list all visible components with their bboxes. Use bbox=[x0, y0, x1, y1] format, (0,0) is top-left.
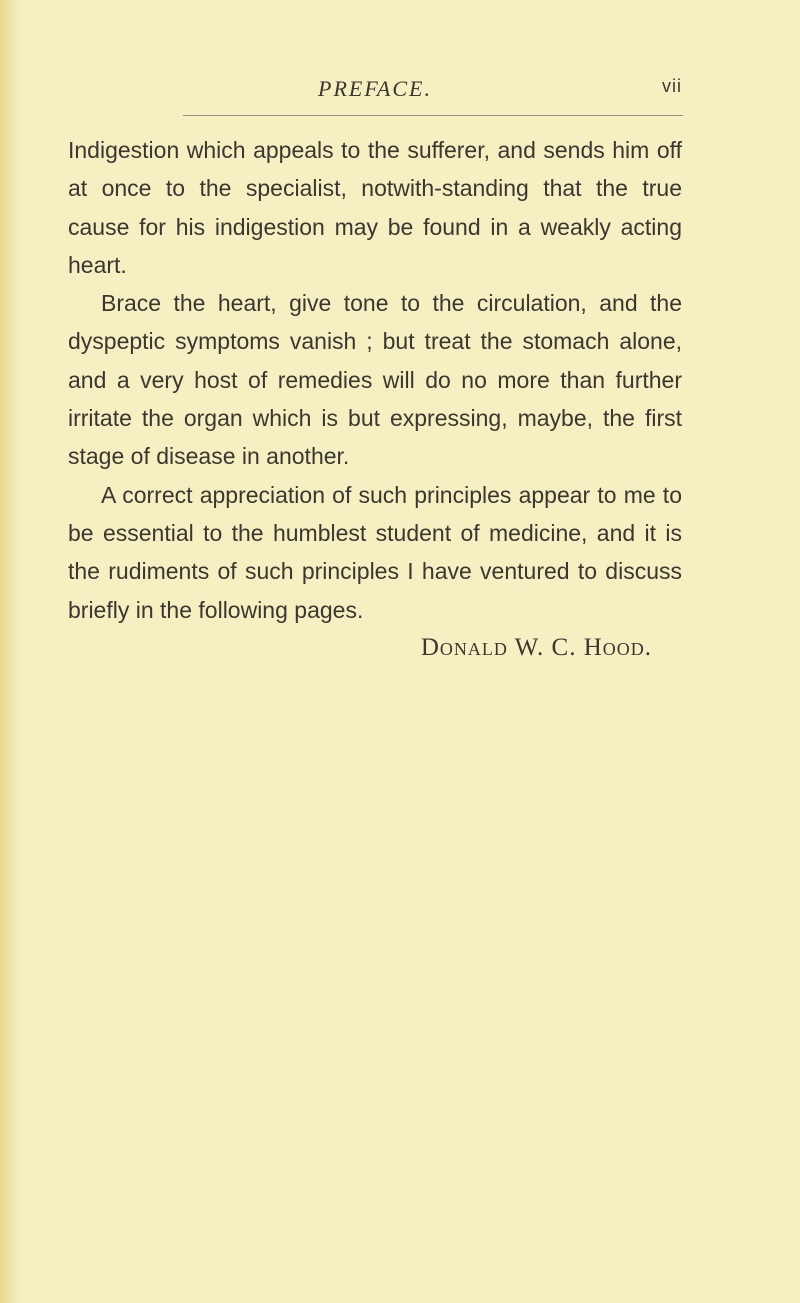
author-signature: Donald W. C. Hood. bbox=[420, 633, 652, 661]
running-head bbox=[68, 76, 682, 110]
page-binding-edge bbox=[0, 0, 22, 1303]
page-number: vii bbox=[662, 76, 682, 96]
header-rule bbox=[183, 115, 683, 116]
paragraph: Brace the heart, give tone to the circulation, and the dyspeptic symptoms vanish ; but treat the stomach alone, and a very host of remedies will do no more than further irritate the organ which is but expressing, maybe, the first stage of disease in another. bbox=[68, 290, 682, 470]
running-title: PREFACE. bbox=[318, 76, 432, 101]
paragraph: A correct appreciation of such principles appear to me to be essential to the humblest student of medicine, and it is the rudiments of such principles I have ventured to discuss briefly in the following pages. bbox=[68, 481, 682, 623]
preface-text bbox=[68, 131, 682, 667]
paragraph-continuation: Indigestion which appeals to the sufferer, and sends him off at once to the specialist, notwith-standing that the true cause for his indigestion may be found in a weakly acting heart. bbox=[68, 137, 682, 278]
